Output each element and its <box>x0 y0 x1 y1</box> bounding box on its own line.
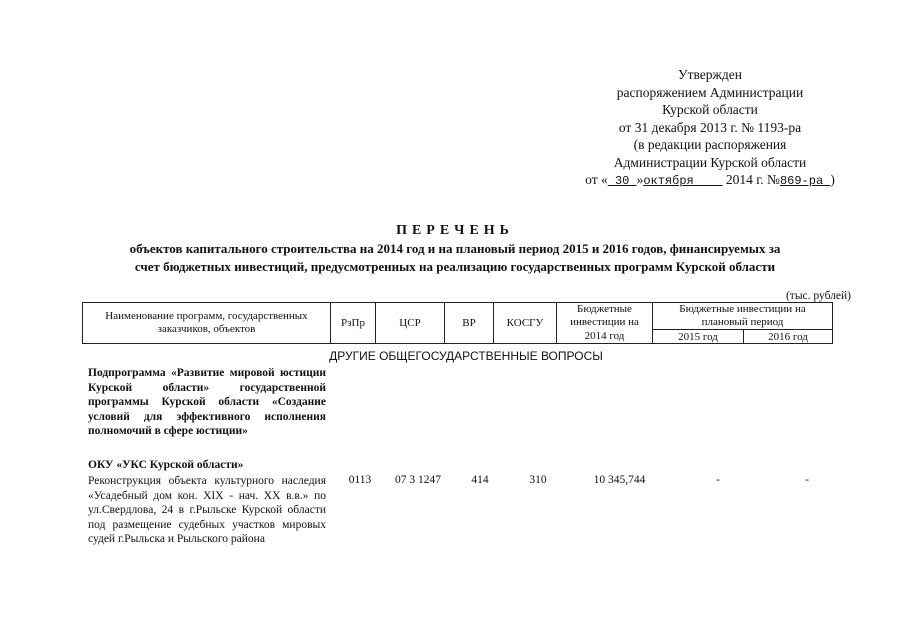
date-mid: » <box>636 172 644 187</box>
approval-stamp <box>560 66 860 191</box>
document-heading <box>70 222 840 276</box>
section-title: ДРУГИЕ ОБЩЕГОСУДАРСТВЕННЫЕ ВОПРОСЫ <box>329 349 603 363</box>
header-year-2016: 2016 год <box>744 330 833 344</box>
program-name: Подпрограмма «Развитие мировой юстиции Курской области» государственной программы Курской области «Создание условий для эффективного исполнения полномочий в сфере юстиции» <box>88 367 326 437</box>
header-invest-2014-bottom: 2014 год <box>557 330 653 344</box>
document-subtitle-line: счет бюджетных инвестиций, предусмотренных на реализацию государственных программ Курской области <box>134 259 776 274</box>
document-subtitle-line: объектов капитального строительства на 2014 год и на плановый период 2015 и 2016 годов, финансируемых за <box>129 241 781 256</box>
approval-line: (в редакции распоряжения <box>633 137 787 152</box>
date-day: 30 <box>607 174 637 188</box>
header-name: Наименование программ, государственных заказчиков, объектов <box>83 303 331 344</box>
document-title: ПЕРЕЧЕНЬ <box>396 223 514 238</box>
header-planned-period: Бюджетные инвестиции на плановый период <box>653 303 833 330</box>
cell-kosgu: 310 <box>529 474 547 486</box>
approval-line: Курской области <box>662 102 758 117</box>
cell-sum-2015: - <box>716 474 720 486</box>
date-year: 2014 г. № <box>722 172 780 187</box>
approval-line: Утвержден <box>678 67 742 82</box>
units-label: (тыс. рублей) <box>785 290 851 302</box>
header-invest-2014-top: Бюджетные инвестиции на <box>557 303 653 330</box>
cell-rzpr: 0113 <box>348 474 372 486</box>
date-suffix: ) <box>830 172 835 187</box>
cell-csr: 07 3 1247 <box>395 474 441 486</box>
date-month: октября <box>643 174 723 188</box>
approval-line: от 31 декабря 2013 г. № 1193-ра <box>618 119 802 135</box>
cell-vr: 414 <box>471 474 489 486</box>
table-header <box>82 302 833 344</box>
date-prefix: от « <box>585 172 608 187</box>
cell-sum-2016: - <box>805 474 809 486</box>
header-rzpr: РзПр <box>331 303 376 344</box>
approval-line: Администрации Курской области <box>613 154 807 170</box>
date-number: 869-ра <box>779 174 831 188</box>
header-vr: ВР <box>445 303 494 344</box>
customer-name: ОКУ «УКС Курской области» <box>88 459 244 471</box>
approval-line: распоряжением Администрации <box>616 84 804 100</box>
header-csr: ЦСР <box>376 303 445 344</box>
header-year-2015: 2015 год <box>653 330 744 344</box>
object-name: Реконструкция объекта культурного наследия «Усадебный дом кон. XIX - нач. XX в.в.» по ул.Свердлова, 24 в г.Рыльске Курской области под размещение судебных участков мировых судей г.Рыльска и Рыльского района <box>88 475 326 545</box>
approval-date-line <box>560 171 860 191</box>
cell-sum-2014: 10 345,744 <box>593 474 646 486</box>
header-kosgu: КОСГУ <box>494 303 557 344</box>
